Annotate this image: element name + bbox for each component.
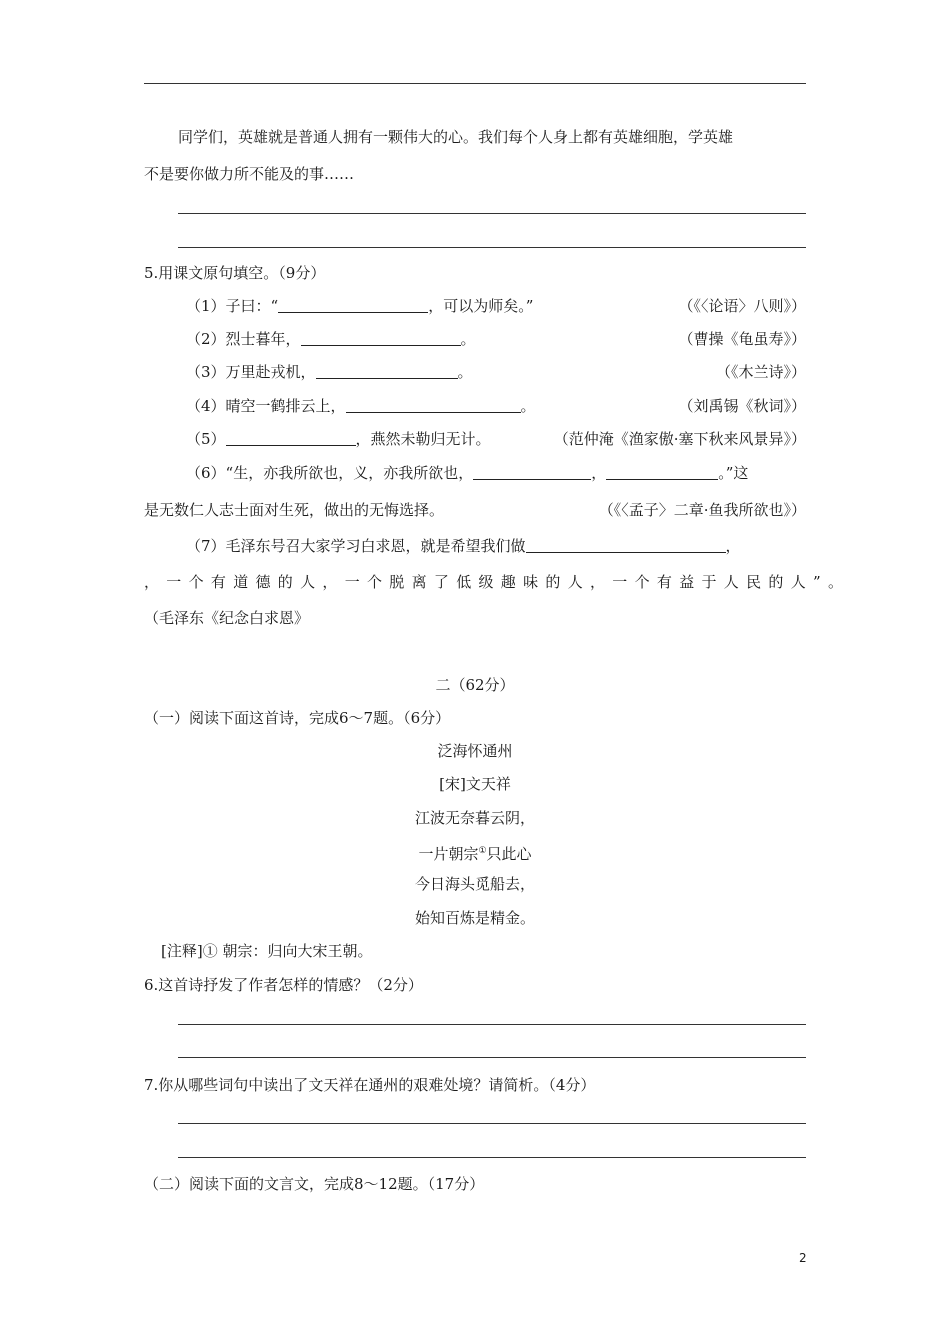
page-number: 2	[799, 1251, 807, 1265]
header-rule	[144, 83, 806, 84]
q5-item-7-line-3: （毛泽东《纪念白求恩》	[144, 609, 310, 627]
answer-line	[178, 1123, 806, 1124]
q5-item-4	[186, 396, 536, 416]
answer-line	[178, 1157, 806, 1158]
fill-blank	[226, 431, 356, 446]
q5-item-7	[186, 536, 741, 556]
fill-blank	[301, 331, 461, 346]
poem-line-2-b: 只此心	[486, 845, 532, 863]
section-2-heading: 二（62分）	[435, 676, 515, 694]
q5-item-4-post: 。	[520, 397, 536, 415]
poem-note: [注释]① 朝宗：归向大宋王朝。	[161, 942, 373, 960]
intro-line-2: 不是要你做力所不能及的事……	[144, 165, 355, 183]
answer-line	[178, 213, 806, 214]
note-marker: ①	[478, 846, 487, 856]
q5-item-3	[186, 362, 473, 382]
q5-item-6	[186, 463, 748, 483]
answer-line	[178, 1057, 806, 1058]
q5-item-2-pre: （2）烈士暮年，	[186, 330, 301, 348]
poem-title: 泛海怀通州	[437, 742, 513, 760]
answer-line	[178, 1024, 806, 1025]
q5-item-3-pre: （3）万里赴戎机，	[186, 363, 316, 381]
q5-item-2-source: （曹操《龟虽寿》）	[678, 330, 806, 348]
q5-item-4-source: （刘禹锡《秋词》）	[678, 397, 806, 415]
fill-blank	[606, 465, 718, 480]
q5-item-7-line-2: ，一个有道德的人，一个脱离了低级趣味的人，一个有益于人民的人”。	[144, 573, 851, 591]
intro-line-1: 同学们，英雄就是普通人拥有一颗伟大的心。我们每个人身上都有英雄细胞，学英雄	[178, 128, 734, 146]
part-1-intro: （一）阅读下面这首诗，完成6～7题。（6分）	[144, 709, 451, 727]
q5-item-3-post: 。	[457, 363, 473, 381]
fill-blank	[316, 364, 458, 379]
q5-item-5-post: ，燕然未勒归无计。	[355, 430, 491, 448]
q5-item-6-line-2: 是无数仁人志士面对生死，做出的无悔选择。	[144, 501, 445, 519]
q7-text: 7.你从哪些词句中读出了文天祥在通州的艰难处境？请简析。（4分）	[144, 1076, 596, 1094]
q5-item-6-source: （《〈孟子〉二章·鱼我所欲也》）	[598, 501, 806, 519]
fill-blank	[346, 398, 521, 413]
poem-author: [宋]文天祥	[439, 775, 511, 793]
part-2-intro: （二）阅读下面的文言文，完成8～12题。（17分）	[144, 1175, 485, 1193]
q5-item-5	[186, 429, 491, 449]
q6-text: 6.这首诗抒发了作者怎样的情感？（2分）	[144, 976, 423, 994]
fill-blank	[526, 538, 726, 553]
fill-blank	[278, 298, 428, 313]
poem-line-3: 今日海头觅船去，	[414, 875, 535, 893]
q5-item-6-pre: （6）“生，亦我所欲也，义，亦我所欲也，	[186, 464, 474, 482]
q5-item-2	[186, 329, 476, 349]
poem-line-2-a: 一片朝宗	[418, 845, 479, 863]
q5-title: 5.用课文原句填空。（9分）	[144, 264, 326, 282]
q5-item-7-pre: （7）毛泽东号召大家学习白求恩，就是希望我们做	[186, 537, 526, 555]
q5-item-6-mid: ，	[591, 464, 607, 482]
poem-line-4: 始知百炼是精金。	[414, 909, 535, 927]
poem-line-1: 江波无奈暮云阴，	[414, 809, 535, 827]
q5-item-6-post: 。”这	[718, 464, 749, 482]
q5-item-2-post: 。	[460, 330, 476, 348]
q5-item-5-source: （范仲淹《渔家傲·塞下秋来风景异》）	[553, 430, 806, 448]
poem-line-2	[0, 841, 950, 864]
q5-item-1-source: （《〈论语〉八则》）	[678, 297, 806, 315]
q5-item-1-post: ，可以为师矣。”	[428, 297, 534, 315]
q5-item-3-source: （《木兰诗》）	[715, 363, 806, 381]
q5-item-4-pre: （4）晴空一鹤排云上，	[186, 397, 346, 415]
q5-item-7-post: ，	[725, 537, 741, 555]
q5-item-1	[186, 296, 533, 316]
answer-line	[178, 247, 806, 248]
q5-item-5-pre: （5）	[186, 430, 226, 448]
fill-blank	[473, 465, 591, 480]
q5-item-1-pre: （1）子曰：“	[186, 297, 279, 315]
